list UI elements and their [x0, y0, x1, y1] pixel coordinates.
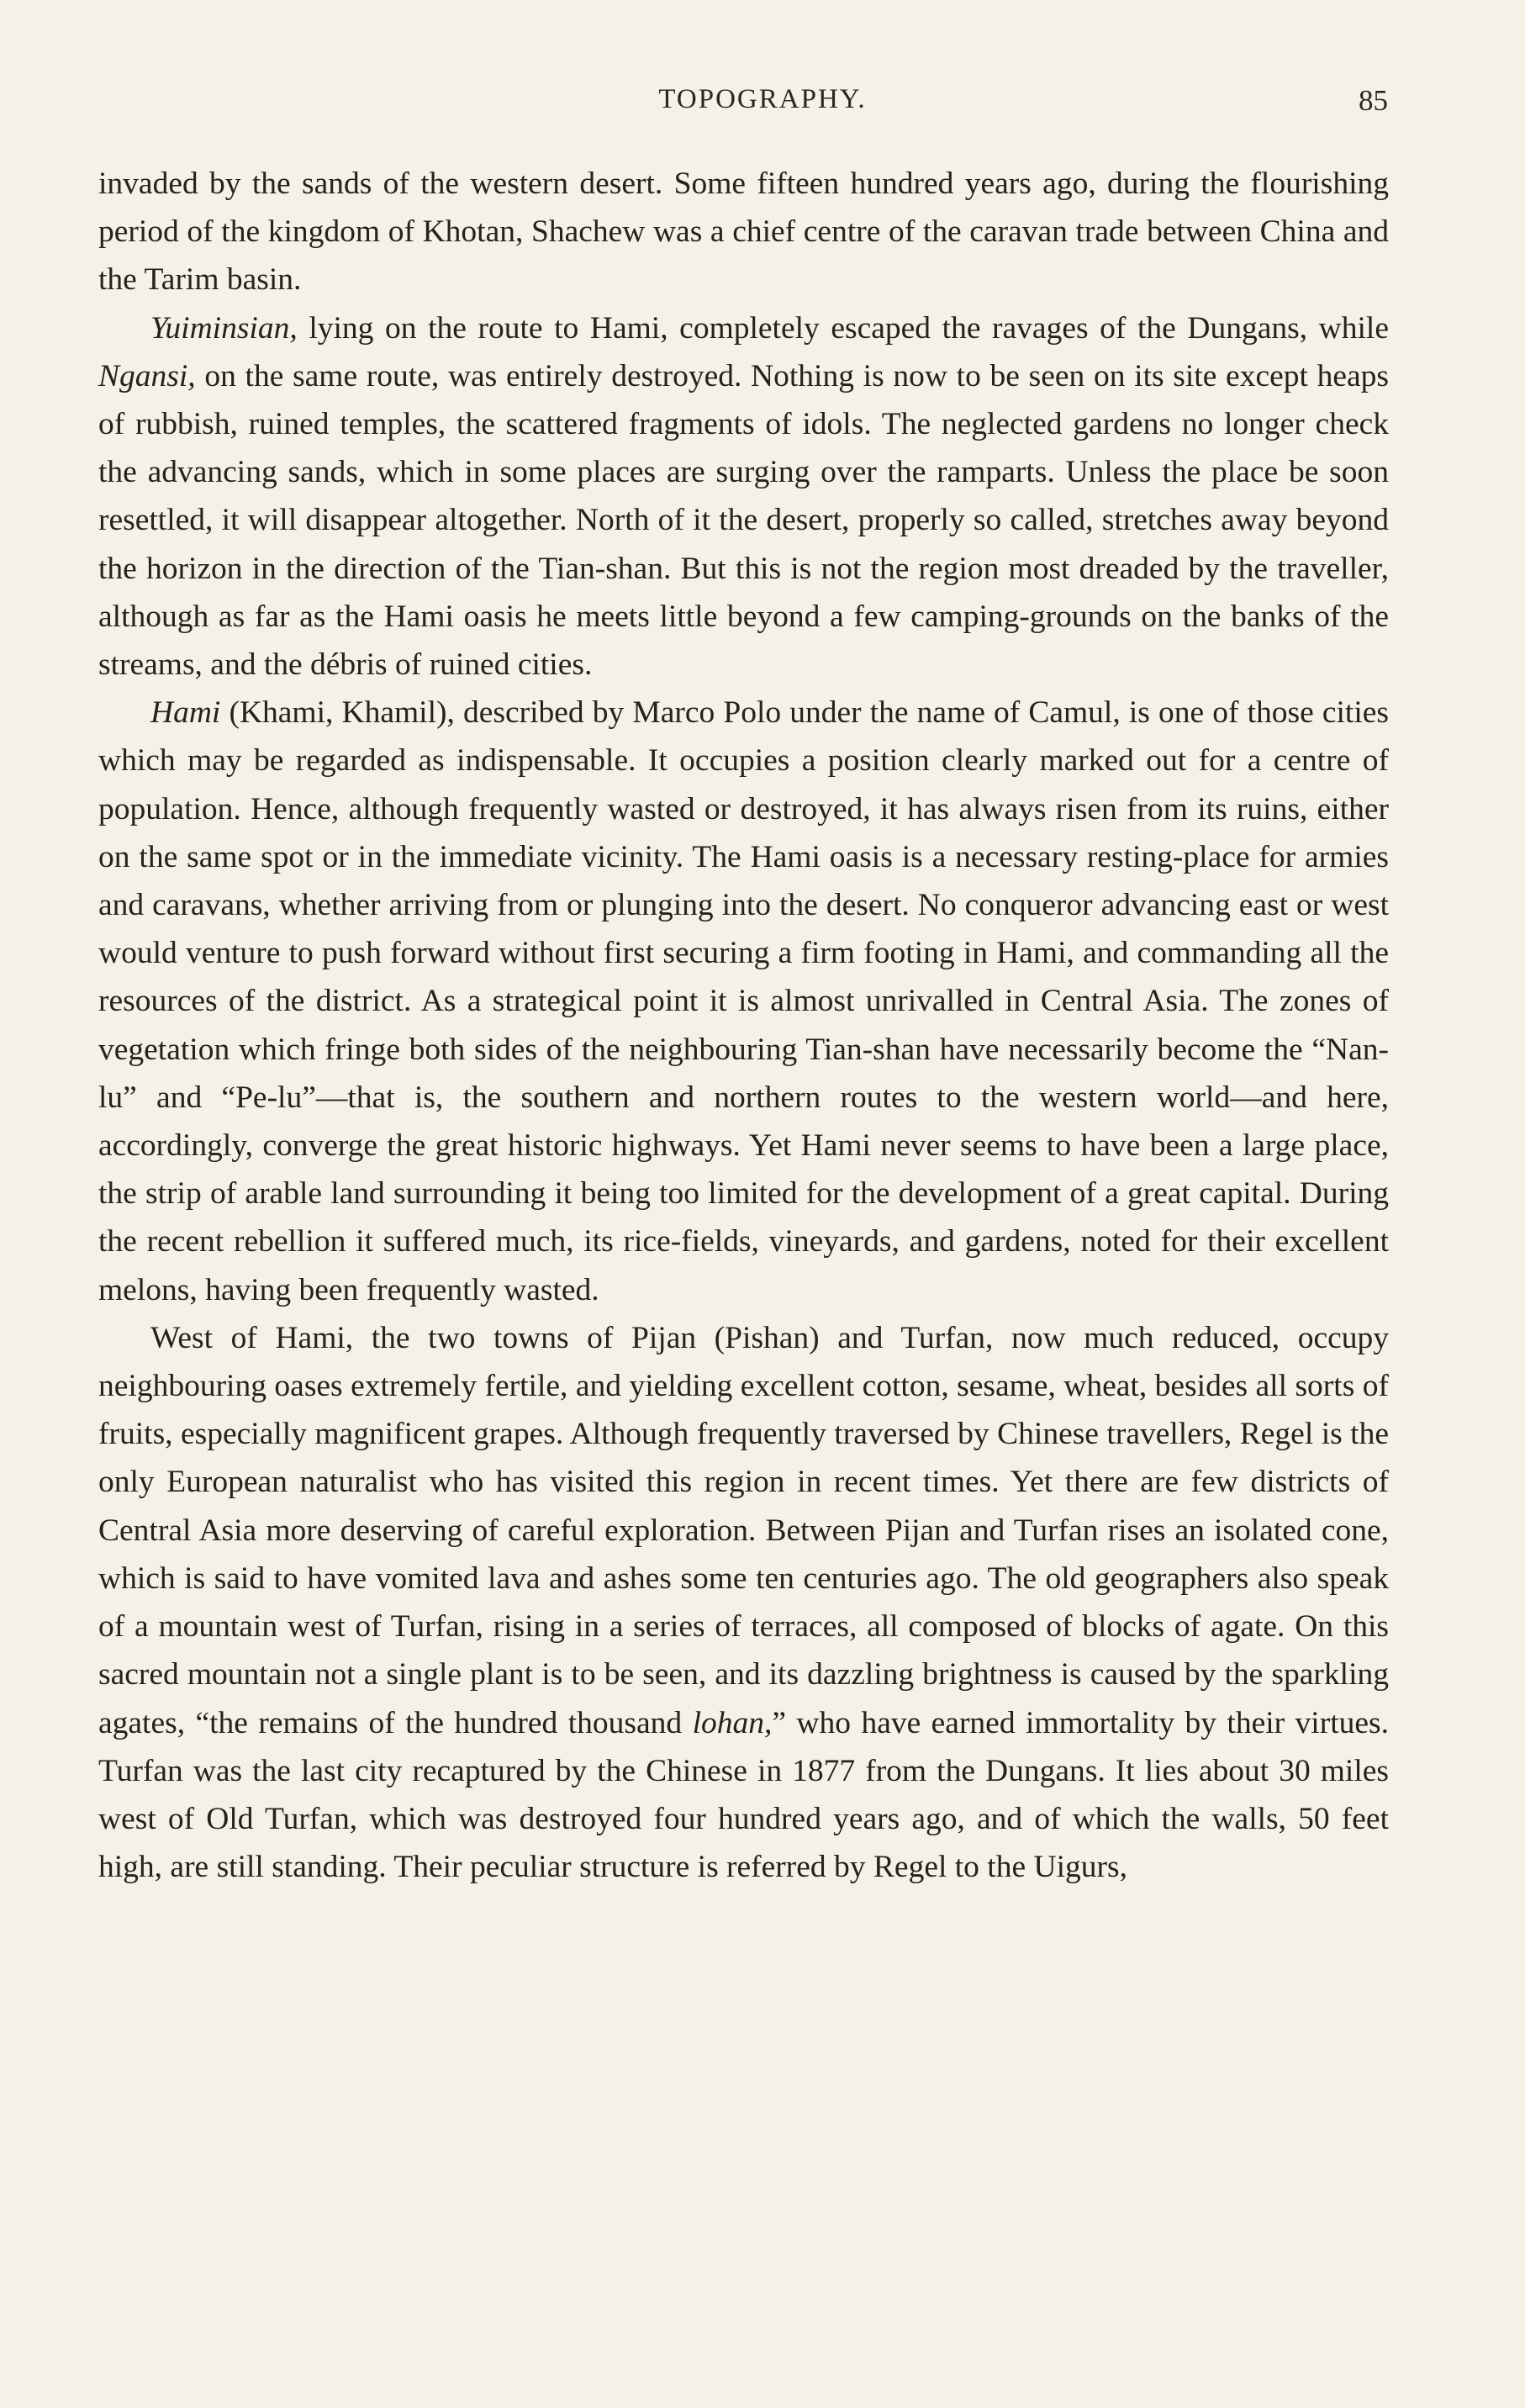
- paragraph-4: [98, 1314, 1389, 1891]
- text-run: (Khami, Khamil), described by Marco Polo under the name of Camul, is one of those cities which may be regarded as indispensable. It occupies a position clearly marked out for a centre of population. Hence, although frequently wasted or destroyed, it has always risen from its ruins, either on the same spot or in the immediate vicinity. The Hami oasis is a necessary resting-place for armies and caravans, whether arriving from or plunging into the desert. No conqueror advancing east or west would venture to push forward without first securing a firm footing in Hami, and commanding all the resources of the district. As a strategical point it is almost unrivalled in Central Asia. The zones of vegetation which fringe both sides of the neighbouring Tian-shan have necessarily become the “Nan-lu” and “Pe-lu”—that is, the southern and northern routes to the western world—and here, accordingly, converge the great historic highways. Yet Hami never seems to have been a large place, the strip of arable land surrounding it being too limited for the development of a great capital. During the recent rebellion it suffered much, its rice-fields, vineyards, and gardens, noted for their excellent melons, having been frequently wasted.: [98, 695, 1389, 1307]
- text-run: lying on the route to Hami, completely escaped the ravages of the Dungans, while: [297, 310, 1389, 346]
- paragraph-2: [98, 304, 1389, 689]
- paragraph-1: [98, 160, 1389, 304]
- place-name-hami: Hami: [150, 695, 221, 731]
- paragraph-3: [98, 689, 1389, 1314]
- running-title: TOPOGRAPHY.: [658, 84, 867, 114]
- text-run: on the same route, was entirely destroyed. Nothing is now to be seen on its site except heaps of rubbish, ruined temples, the scattered fragments of idols. The neglected gardens no longer check the advancing sands, which in some places are surging over the ramparts. Unless the place be soon resettled, it will disappear altogether. North of it the desert, properly so called, stretches away beyond the horizon in the direction of the Tian-shan. But this is not the region most dreaded by the traveller, although as far as the Hami oasis he meets little beyond a few camping-grounds on the banks of the streams, and the débris of ruined cities.: [98, 358, 1389, 683]
- term-lohan: lohan,: [692, 1705, 773, 1740]
- text-run: invaded by the sands of the western desert. Some fifteen hundred years ago, during the flourishing period of the kingdom of Khotan, Shachew was a chief centre of the caravan trade between China and the Tarim basin.: [98, 166, 1389, 298]
- place-name-ngansi: Ngansi,: [98, 358, 196, 393]
- text-run: ” who have earned immortality by their virtues. Turfan was the last city recaptured by the Chinese in 1877 from the Dungans. It lies about 30 miles west of Old Turfan, which was destroyed four hundred years ago, and of which the walls, 50 feet high, are still standing. Their peculiar structure is referred by Regel to the Uigurs,: [98, 1705, 1389, 1885]
- running-head: [0, 84, 1525, 126]
- body-text: [98, 160, 1389, 1891]
- page-number: 85: [1359, 84, 1388, 117]
- place-name-yuiminsian: Yuiminsian,: [150, 310, 298, 346]
- text-run: West of Hami, the two towns of Pijan (Pishan) and Turfan, now much reduced, occupy neighbouring oases extremely fertile, and yielding excellent cotton, sesame, wheat, besides all sorts of fruits, especially magnificent grapes. Although frequently traversed by Chinese travellers, Regel is the only European naturalist who has visited this region in recent times. Yet there are few districts of Central Asia more deserving of careful exploration. Between Pijan and Turfan rises an isolated cone, which is said to have vomited lava and ashes some ten centuries ago. The old geographers also speak of a mountain west of Turfan, rising in a series of terraces, all composed of blocks of agate. On this sacred mountain not a single plant is to be seen, and its dazzling brightness is caused by the sparkling agates, “the remains of the hundred thousand: [98, 1320, 1389, 1740]
